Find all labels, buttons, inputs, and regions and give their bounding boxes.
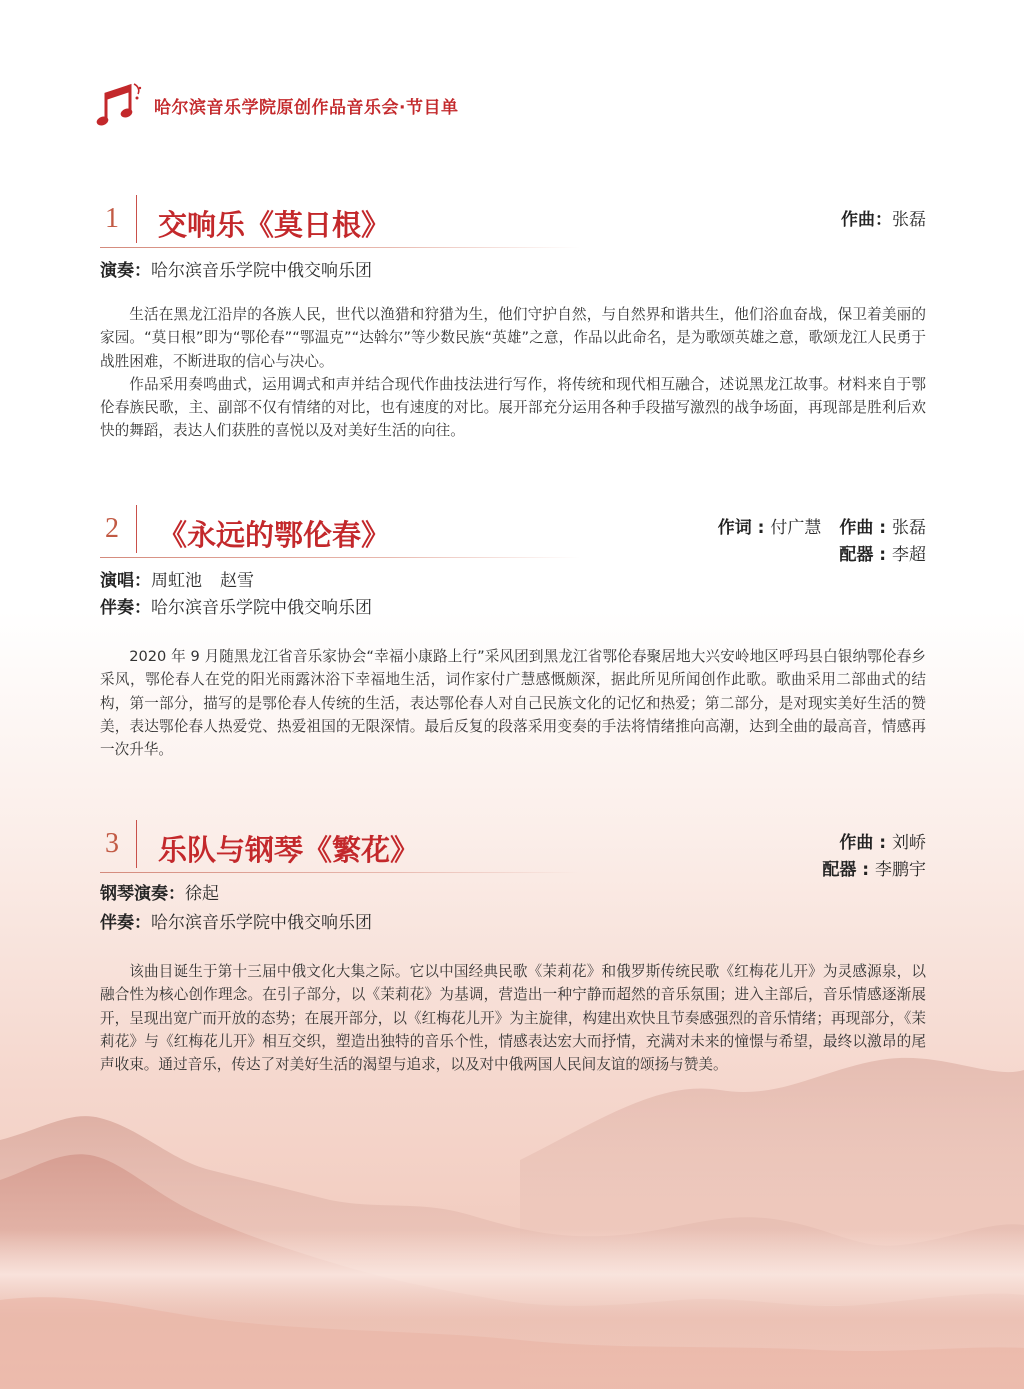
performer-line [100, 567, 254, 596]
credit-label: 作曲 : [839, 833, 892, 853]
program-1 [100, 195, 926, 465]
performer-value: 哈尔滨音乐学院中俄交响乐团 [151, 913, 372, 933]
description-paragraph: 作品采用奏鸣曲式，运用调式和声并结合现代作曲技法进行写作，将传统和现代相互融合，述说黑龙江故事。材料来自于鄂伦春族民歌，主、副部不仅有情绪的对比，也有速度的对比。展开部充分运用各种手段描写激烈的战争场面，再现部是胜利后欢快的舞蹈，表达人们获胜的喜悦以及对美好生活的向往。 [100, 375, 926, 440]
performer-label: 演唱： [100, 571, 151, 591]
program-title: 交响乐《莫日根》 [158, 208, 391, 242]
description-paragraph: 该曲目诞生于第十三届中俄文化大集之际。它以中国经典民歌《茉莉花》和俄罗斯传统民歌《红梅花儿开》为灵感源泉，以融合性为核心创作理念。在引子部分，以《茉莉花》为基调，营造出一种宁静而超然的音乐氛围；进入主部后，音乐情感逐渐展开，呈现出宽广而开放的态势；在展开部分，以《红梅花儿开》为主旋律，构建出欢快且节奏感强烈的音乐情绪；再现部分，《茉莉花》与《红梅花儿开》相互交织，塑造出独特的音乐个性，情感表达宏大而抒情，充满对未来的憧憬与希望，最终以激昂的尾声收束。通过音乐，传达了对美好生活的渴望与追求，以及对中俄两国人民间友谊的颂扬与赞美。 [100, 963, 926, 1074]
title-underline [100, 872, 580, 873]
composer-credit [839, 829, 926, 857]
arranger-credit [839, 541, 926, 569]
composer-credit [841, 206, 926, 234]
credit-value: 付广慧 [770, 518, 822, 538]
credit-label: 配器 : [839, 545, 892, 565]
program-description [100, 960, 926, 1076]
credit-value: 张磊 [892, 518, 926, 538]
credit-value: 张磊 [892, 210, 926, 230]
accompaniment-line [100, 909, 372, 938]
performer-line [100, 257, 372, 286]
performer-label: 伴奏： [100, 913, 151, 933]
performer-value: 哈尔滨音乐学院中俄交响乐团 [151, 598, 372, 618]
program-description [100, 303, 926, 443]
program-title: 《永远的鄂伦春》 [158, 518, 391, 552]
program-description [100, 645, 926, 761]
performer-label: 伴奏： [100, 598, 151, 618]
lyricist-composer-credit [718, 514, 926, 542]
accompaniment-line [100, 594, 372, 623]
credit-label: 作曲 : [839, 518, 892, 538]
performer-line [100, 880, 219, 909]
program-number: 1 [105, 203, 119, 234]
credit-value: 李鹏宇 [875, 860, 926, 880]
program-2 [100, 505, 926, 775]
credit-value: 刘峤 [892, 833, 926, 853]
performer-value: 周虹池 [151, 571, 202, 591]
credit-value: 李超 [892, 545, 926, 565]
description-paragraph: 生活在黑龙江沿岸的各族人民，世代以渔猎和狩猎为生，他们守护自然，与自然界和谐共生，他们浴血奋战，保卫着美丽的家园。“莫日根”即为“鄂伦春”“鄂温克”“达斡尔”等少数民族“英雄”之意，作品以此命名，是为歌颂英雄之意，歌颂龙江人民勇于战胜困难，不断进取的信心与决心。 [100, 306, 926, 370]
performer-value: 徐起 [185, 884, 219, 904]
program-title: 乐队与钢琴《繁花》 [158, 833, 420, 867]
credit-label: 配器 : [822, 860, 875, 880]
performer-label: 演奏： [100, 261, 151, 281]
title-underline [100, 247, 580, 248]
title-underline [100, 557, 580, 558]
program-3 [100, 820, 926, 1120]
performer-value: 赵雪 [220, 571, 254, 591]
arranger-credit [822, 856, 926, 884]
description-paragraph: 2020 年 9 月随黑龙江省音乐家协会“幸福小康路上行”采风团到黑龙江省鄂伦春聚居地大兴安岭地区呼玛县白银纳鄂伦春乡采风，鄂伦春人在党的阳光雨露沐浴下幸福地生活，词作家付广慧感慨颇深，据此所见所闻创作此歌。歌曲采用二部曲式的结构，第一部分，描写的是鄂伦春人传统的生活，表达鄂伦春人对自己民族文化的记忆和热爱；第二部分，是对现实美好生活的赞美，表达鄂伦春人热爱党、热爱祖国的无限深情。最后反复的段落采用变奏的手法将情绪推向高潮，达到全曲的最高音，情感再一次升华。 [100, 648, 926, 759]
credit-label: 作曲： [841, 210, 892, 230]
program-number: 2 [105, 513, 119, 544]
page-header [96, 80, 458, 130]
performer-label: 钢琴演奏： [100, 884, 185, 904]
performer-value: 哈尔滨音乐学院中俄交响乐团 [151, 261, 372, 281]
page-title: 哈尔滨音乐学院原创作品音乐会·节目单 [154, 97, 459, 118]
music-note-icon [96, 80, 144, 130]
program-number: 3 [105, 828, 119, 859]
credit-label: 作词 : [717, 518, 771, 538]
